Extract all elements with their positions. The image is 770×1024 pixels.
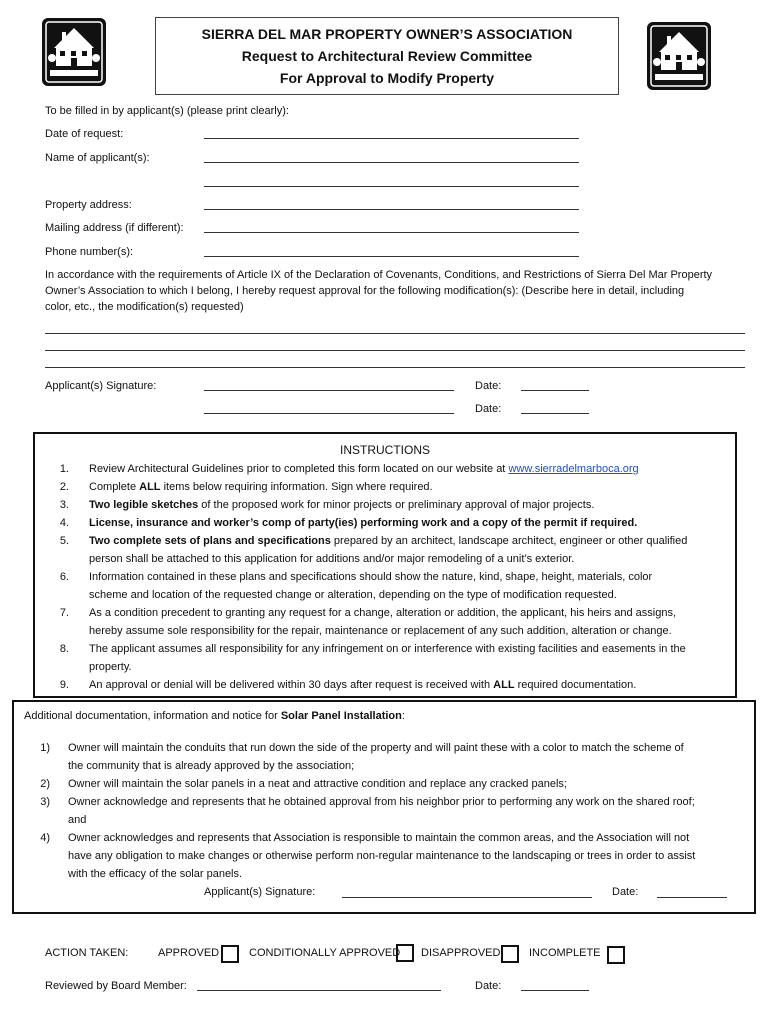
phone-number-field[interactable] (204, 256, 579, 257)
incomplete-label: INCOMPLETE (529, 947, 601, 959)
disapproved-checkbox[interactable] (501, 945, 519, 963)
mailing-address-label: Mailing address (if different): (45, 222, 184, 234)
modification-description-line[interactable] (45, 333, 745, 334)
instruction-item-cont: property. (89, 661, 132, 673)
signature-field-2[interactable] (204, 413, 454, 414)
accordance-text: Owner’s Association to which I belong, I hereby request approval for the following modification(s): (Describe here in detail, including (45, 285, 685, 297)
conditionally-approved-label: CONDITIONALLY APPROVED (249, 947, 401, 959)
signature-date-field[interactable] (521, 390, 589, 391)
solar-intro: Additional documentation, information and notice for Solar Panel Installation: (24, 710, 405, 722)
signature-field[interactable] (204, 390, 454, 391)
solar-panel-box (12, 700, 756, 914)
signature-label: Applicant(s) Signature: (45, 380, 157, 392)
instructions-box: INSTRUCTIONS 1. Review Architectural Guidelines prior to completed this form located on our website at www.sierradelmarboca.org 2. Complete ALL items below requiring information. Sign where required. 3. Two legible sketches of the proposed work for minor projects or preliminary approval of major projects. 4. License, insurance and worker’s comp of party(ies) performing work and a copy of the permit if required. 5. Two complete sets of plans and specifications prepared by an architect, landscape architect, engineer or other qualified person shall be attached to this application for additions and/or major remodeling of a unit’s exterior. 6. Information contained in these plans and specifications should show the nature, kind, shape, height, materials, color scheme and location of the requested change or alteration, depending on the type of modification requested. 7. As a condition precedent to granting any request for a change, alteration or addition, the applicant, his heirs and assigns, hereby assume sole responsibility for the repair, maintenance or replacement of any such addition, alteration or change. 8. The applicant assumes all responsibility for any infringement on or interference with existing facilities and easements in the property. 9. An approval or denial will be delivered within 30 days after request is received with ALL required documentation. (33, 432, 737, 698)
accordance-text: In accordance with the requirements of Article IX of the Declaration of Covenants, Conditions, and Restrictions of Sierra Del Mar Property (45, 269, 713, 281)
instruction-item-cont: hereby assume sole responsibility for the repair, maintenance or replacement of any such addition, alteration or change. (89, 625, 672, 637)
reviewed-date-label: Date: (475, 980, 502, 992)
incomplete-checkbox[interactable] (607, 946, 625, 964)
header-subtitle: Request to Architectural Review Committee (241, 48, 533, 64)
property-address-field[interactable] (204, 209, 579, 210)
approved-checkbox[interactable] (221, 945, 239, 963)
solar-item: Owner acknowledges and represents that Association is responsible to maintain the common areas, and the Association will not (68, 832, 690, 844)
solar-item: Owner will maintain the solar panels in a neat and attractive condition and replace any cracked panels; (68, 778, 567, 790)
date-of-request-label: Date of request: (45, 128, 124, 140)
property-address-label: Property address: (45, 199, 132, 211)
solar-date-label: Date: (612, 886, 639, 898)
signature-date-label-2: Date: (475, 403, 502, 415)
solar-item-cont: the community that is already approved by the association; (68, 760, 355, 772)
instruction-item-cont: person shall be attached to this application for additions and/or major remodeling of a unit’s exterior. (89, 553, 575, 565)
applicant-name-label: Name of applicant(s): (45, 152, 150, 164)
form-intro: To be filled in by applicant(s) (please print clearly): (45, 105, 289, 117)
modification-description-line[interactable] (45, 350, 745, 351)
date-of-request-field[interactable] (204, 138, 579, 139)
solar-item-number: 1) (40, 742, 50, 754)
solar-item: Owner acknowledge and represents that he obtained approval from his neighbor prior to performing any work on the shared roof; (68, 796, 695, 808)
disapproved-label: DISAPPROVED (421, 947, 501, 959)
instructions-title: INSTRUCTIONS (340, 443, 430, 457)
solar-signature-label: Applicant(s) Signature: (204, 886, 316, 898)
solar-item-cont: with the efficacy of the solar panels. (68, 868, 243, 880)
accordance-text: color, etc., the modification(s) requested) (45, 301, 244, 313)
solar-item-cont: and (68, 814, 87, 826)
website-link[interactable]: www.sierradelmarboca.org (508, 463, 639, 475)
reviewed-by-field[interactable] (197, 990, 441, 991)
approved-label: APPROVED (158, 947, 220, 959)
action-taken-label: ACTION TAKEN: (45, 947, 129, 959)
mailing-address-field[interactable] (204, 232, 579, 233)
signature-date-field-2[interactable] (521, 413, 589, 414)
solar-item-number: 4) (40, 832, 50, 844)
header-box (155, 17, 619, 95)
house-icon (647, 22, 711, 90)
solar-item-number: 3) (40, 796, 50, 808)
house-icon (42, 18, 106, 86)
header-title: SIERRA DEL MAR PROPERTY OWNER’S ASSOCIATION (201, 26, 573, 42)
association-logo-right (647, 22, 711, 90)
header-subtitle-2: For Approval to Modify Property (279, 70, 495, 86)
conditionally-approved-checkbox[interactable] (396, 944, 414, 962)
signature-date-label: Date: (475, 380, 502, 392)
solar-item: Owner will maintain the conduits that run down the side of the property and will paint these with a color to match the scheme of (68, 742, 684, 754)
applicant-name-field-2[interactable] (204, 186, 579, 187)
modification-description-line[interactable] (45, 367, 745, 368)
reviewed-by-label: Reviewed by Board Member: (45, 980, 187, 992)
solar-item-number: 2) (40, 778, 50, 790)
applicant-name-field[interactable] (204, 162, 579, 163)
solar-signature-field[interactable] (342, 897, 592, 898)
solar-item-cont: have any obligation to make changes or otherwise perform non-regular maintenance to the landscaping or trees in order to assist (68, 850, 696, 862)
phone-number-label: Phone number(s): (45, 246, 134, 258)
association-logo-left (42, 18, 106, 86)
reviewed-date-field[interactable] (521, 990, 589, 991)
instruction-item-cont: scheme and location of the requested change or alteration, depending on the type of modification requested. (89, 589, 617, 601)
solar-date-field[interactable] (657, 897, 727, 898)
